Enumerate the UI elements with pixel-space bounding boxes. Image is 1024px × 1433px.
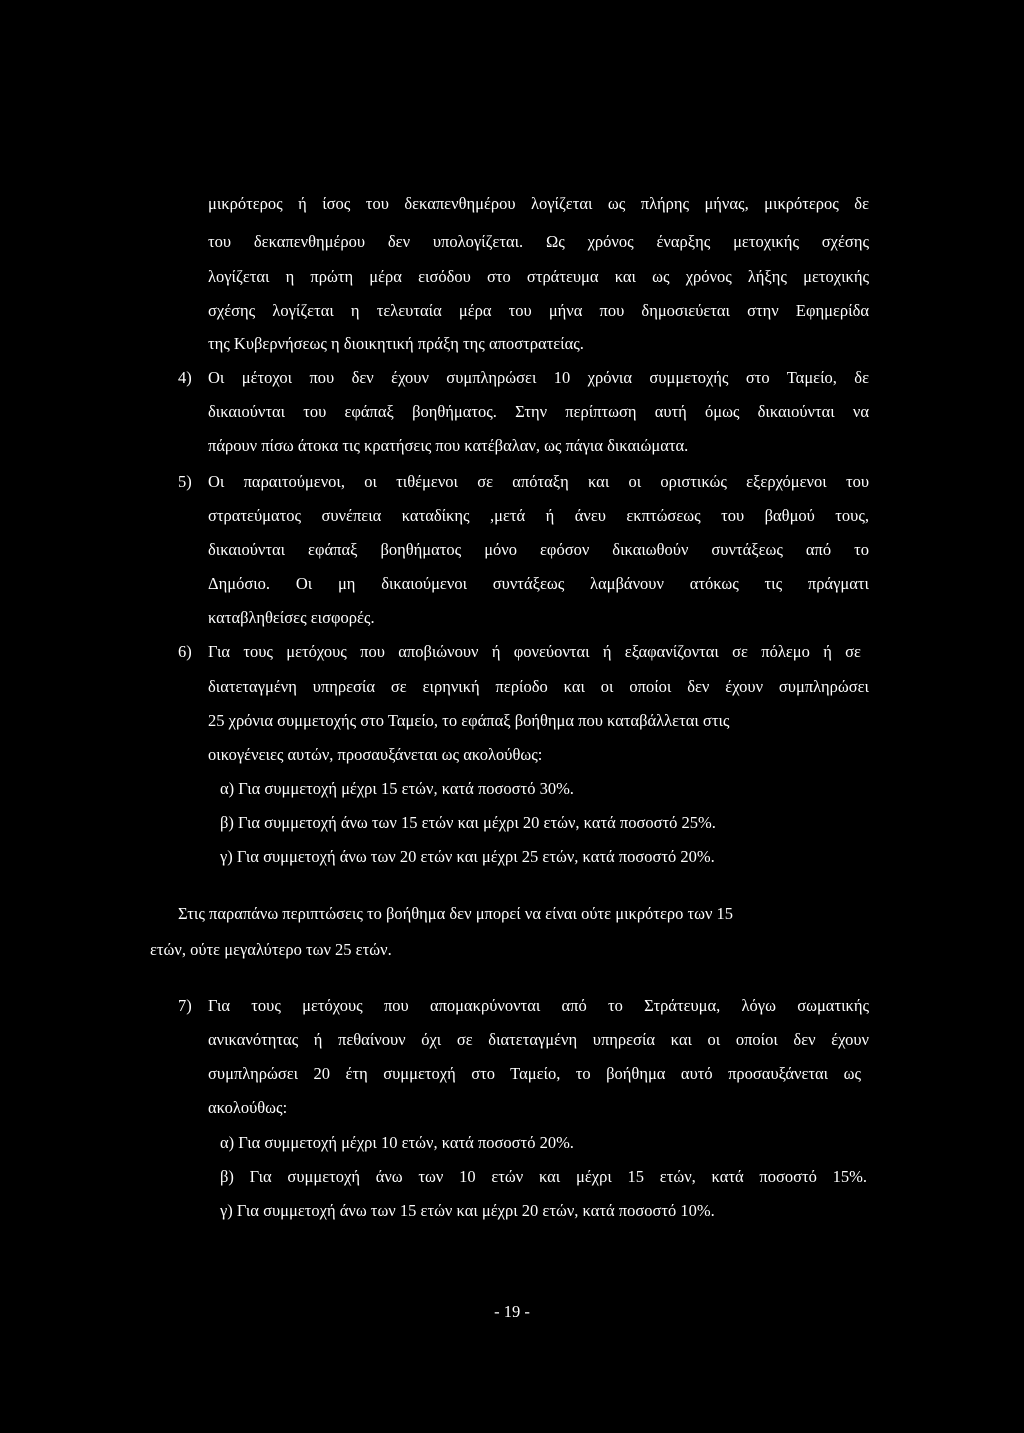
text-line: Δημόσιο. Οι μη δικαιούμενοι συντάξεως λαμβάνουν ατόκως τις πράγματι (208, 574, 869, 593)
text-line: ανικανότητας ή πεθαίνουν όχι σε διατεταγμένη υπηρεσία και οι οποίοι δεν έχουν (208, 1030, 869, 1049)
text-line: μικρότερος ή ίσος του δεκαπενθημέρου λογίζεται ως πλήρης μήνας, μικρότερος δε (208, 194, 869, 213)
sub-item-line: γ) Για συμμετοχή άνω των 20 ετών και μέχρι 25 ετών, κατά ποσοστό 20%. (220, 847, 715, 866)
text-line: συμπληρώσει 20 έτη συμμετοχή στο Ταμείο, το βοήθημα αυτό προσαυξάνεται ως (208, 1064, 861, 1083)
text-line: ακολούθως: (208, 1098, 288, 1117)
text-line: διατεταγμένη υπηρεσία σε ειρηνική περίοδο και οι οποίοι δεν έχουν συμπληρώσει (208, 677, 869, 696)
text-line: λογίζεται η πρώτη μέρα εισόδου στο στράτευμα και ως χρόνος λήξης μετοχικής (208, 267, 869, 286)
text-line: ετών, ούτε μεγαλύτερο των 25 ετών. (150, 940, 392, 959)
sub-item-line: β) Για συμμετοχή άνω των 10 ετών και μέχρι 15 ετών, κατά ποσοστό 15%. (220, 1167, 867, 1186)
text-line: του δεκαπενθημέρου δεν υπολογίζεται. Ως χρόνος έναρξης μετοχικής σχέσης (208, 232, 869, 251)
item-number: 4) (178, 368, 192, 387)
item-number: 5) (178, 472, 192, 491)
sub-item-line: α) Για συμμετοχή μέχρι 15 ετών, κατά ποσοστό 30%. (220, 779, 574, 798)
text-line: δικαιούνται εφάπαξ βοηθήματος μόνο εφόσον δικαιωθούν συντάξεως από το (208, 540, 869, 559)
sub-item-line: γ) Για συμμετοχή άνω των 15 ετών και μέχρι 20 ετών, κατά ποσοστό 10%. (220, 1201, 715, 1220)
text-line: Για τους μετόχους που απομακρύνονται από το Στράτευμα, λόγω σωματικής (208, 996, 869, 1015)
text-line: Οι μέτοχοι που δεν έχουν συμπληρώσει 10 χρόνια συμμετοχής στο Ταμείο, δε (208, 368, 869, 387)
text-line: στρατεύματος συνέπεια καταδίκης ,μετά ή άνευ εκπτώσεως του βαθμού τους, (208, 506, 869, 525)
text-line: πάρουν πίσω άτοκα τις κρατήσεις που κατέβαλαν, ως πάγια δικαιώματα. (208, 436, 689, 455)
page-number: - 19 - (494, 1302, 530, 1321)
text-line: δικαιούνται του εφάπαξ βοηθήματος. Στην περίπτωση αυτή όμως δικαιούνται να (208, 402, 869, 421)
sub-item-line: β) Για συμμετοχή άνω των 15 ετών και μέχρι 20 ετών, κατά ποσοστό 25%. (220, 813, 716, 832)
item-number: 7) (178, 996, 192, 1015)
text-line: Στις παραπάνω περιπτώσεις το βοήθημα δεν μπορεί να είναι ούτε μικρότερο των 15 (178, 904, 734, 923)
text-line: Οι παραιτούμενοι, οι τιθέμενοι σε απόταξη και οι οριστικώς εξερχόμενοι του (208, 472, 869, 491)
sub-item-line: α) Για συμμετοχή μέχρι 10 ετών, κατά ποσοστό 20%. (220, 1133, 574, 1152)
text-line: καταβληθείσες εισφορές. (208, 608, 375, 627)
text-line: Για τους μετόχους που αποβιώνουν ή φονεύονται ή εξαφανίζονται σε πόλεμο ή σε (208, 642, 861, 661)
text-line: της Κυβερνήσεως η διοικητική πράξη της αποστρατείας. (208, 334, 584, 353)
text-line: οικογένειες αυτών, προσαυξάνεται ως ακολούθως: (208, 745, 543, 764)
item-number: 6) (178, 642, 192, 661)
text-line: 25 χρόνια συμμετοχής στο Ταμείο, το εφάπαξ βοήθημα που καταβάλλεται στις (208, 711, 730, 730)
text-line: σχέσης λογίζεται η τελευταία μέρα του μήνα που δημοσιεύεται στην Εφημερίδα (208, 301, 869, 320)
